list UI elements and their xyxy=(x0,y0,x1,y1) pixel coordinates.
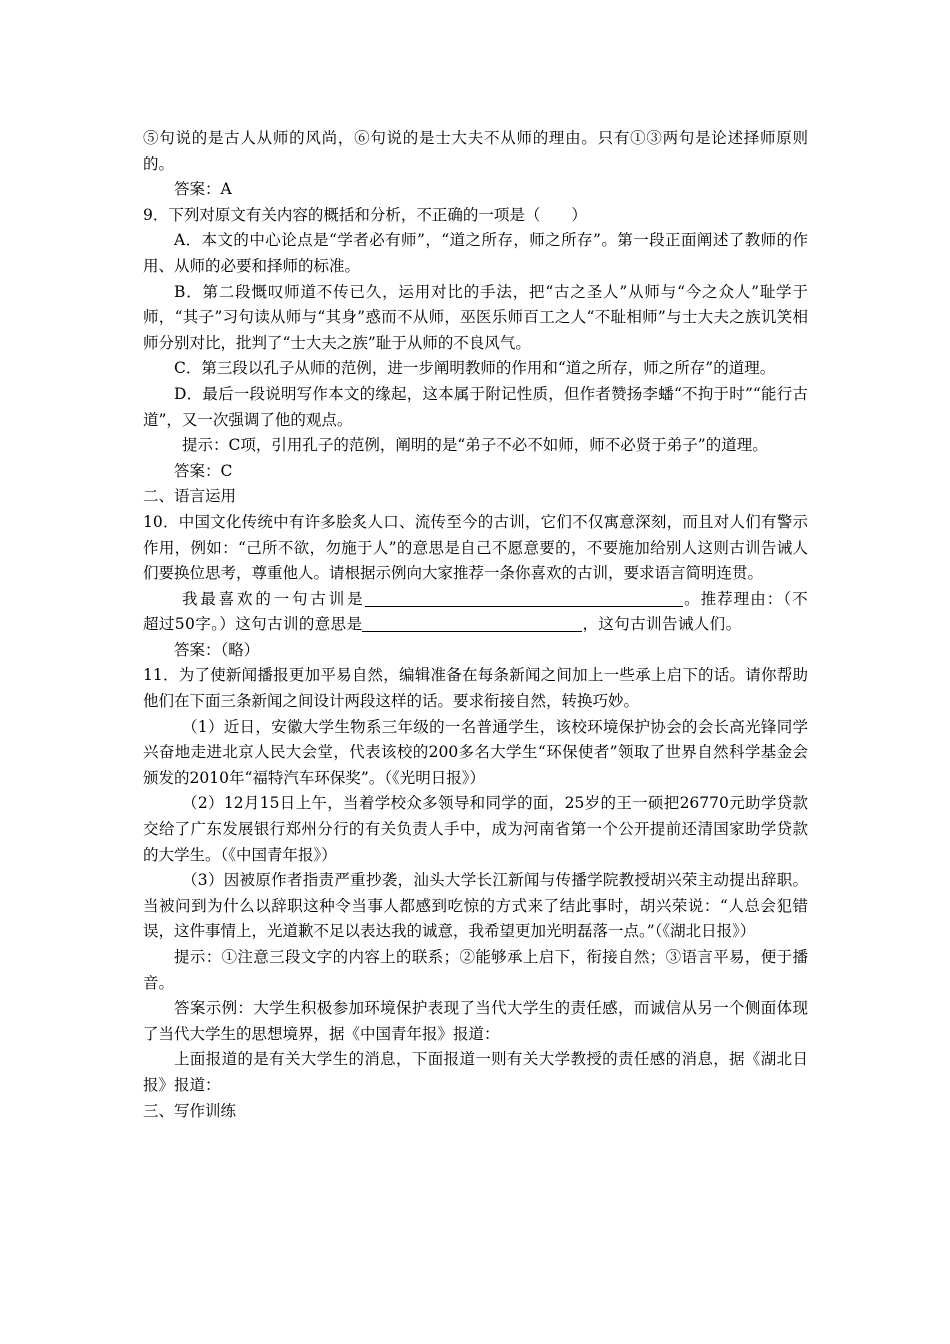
section-3-title: 三、写作训练 xyxy=(143,1101,237,1120)
q10-fill-part1: 我最喜欢的一句古训是 xyxy=(182,589,366,608)
q11-news-1: （1）近日，安徽大学生物系三年级的一名普通学生，该校环境保护协会的会长高光锋同学兴奋地走进北京人民大会堂，代表该校的200多名大学生“环保使者”领取了世界自然科学基金会颁发的2010年“福特汽车环保奖”。（《光明日报》） xyxy=(143,717,808,787)
q8-explanation-tail: ⑤句说的是古人从师的风尚，⑥句说的是士大夫不从师的理由。只有①③两句是论述择师原则的。 xyxy=(143,129,808,173)
q11-news-2: （2）12月15日上午，当着学校众多领导和同学的面，25岁的王一硕把26770元助学贷款交给了广东发展银行郑州分行的有关负责人手中，成为河南省第一个公开提前还清国家助学贷款的大学生。（《中国青年报》） xyxy=(143,794,808,864)
q9-option-a: A．本文的中心论点是“学者必有师”，“道之所存，师之所存”。第一段正面阐述了教师的作用、从师的必要和择师的标准。 xyxy=(143,231,808,275)
q10-blank-meaning[interactable] xyxy=(362,615,582,632)
q10-blank-proverb[interactable] xyxy=(365,590,683,607)
q9-answer: 答案：C xyxy=(174,461,233,480)
q11-answer-2: 上面报道的是有关大学生的消息，下面报道一则有关大学教授的责任感的消息，据《湖北日报》报道： xyxy=(143,1050,808,1094)
q9-option-d: D．最后一段说明写作本文的缘起，这本属于附记性质，但作者赞扬李蟠“不拘于时”“能行古道”，又一次强调了他的观点。 xyxy=(143,384,808,429)
q10-fill-part2: 。推荐理由：（不超过50字。）这句古训的意思是 xyxy=(143,589,808,634)
section-2-title: 二、语言运用 xyxy=(143,487,237,506)
q9-option-c: C．第三段以孔子从师的范例，进一步阐明教师的作用和“道之所存，师之所存”的道理。 xyxy=(174,359,776,378)
q11-hint: 提示：①注意三段文字的内容上的联系；②能够承上启下，衔接自然；③语言平易，便于播音。 xyxy=(143,948,808,992)
q11-stem: 11．为了使新闻播报更加平易自然，编辑准备在每条新闻之间加上一些承上启下的话。请你帮助他们在下面三条新闻之间设计两段这样的话。要求衔接自然，转换巧妙。 xyxy=(143,666,808,711)
q11-news-3: （3）因被原作者指责严重抄袭，汕头大学长江新闻与传播学院教授胡兴荣主动提出辞职。当被问到为什么以辞职这种令当事人都感到吃惊的方式来了结此事时，胡兴荣说：“人总会犯错误，这件事情上，光道歉不足以表达我的诚意，我希望更加光明磊落一点。”（《湖北日报》） xyxy=(143,871,808,941)
q9-hint: 提示：C项，引用孔子的范例，阐明的是“弟子不必不如师，师不必贤于弟子”的道理。 xyxy=(182,436,768,455)
q8-answer: 答案：A xyxy=(174,180,232,199)
q9-option-b: B．第二段慨叹师道不传已久，运用对比的手法，把“古之圣人”从师与“今之众人”耻学于师，“其子”习句读从师与“其身”惑而不从师，巫医乐师百工之人“不耻相师”与士大夫之族讥笑相师分别对比，批判了“士大夫之族”耻于从师的不良风气。 xyxy=(143,282,808,352)
q10-answer: 答案：（略） xyxy=(174,640,260,659)
q11-answer-1: 答案示例：大学生积极参加环境保护表现了当代大学生的责任感，而诚信从另一个侧面体现了当代大学生的思想境界，据《中国青年报》报道： xyxy=(143,999,808,1043)
q10-stem: 10．中国文化传统中有许多脍炙人口、流传至今的古训，它们不仅寓意深刻，而且对人们有警示作用，例如：“己所不欲，勿施于人”的意思是自己不愿意要的，不要施加给别人这则古训告诫人们要换位思考，尊重他人。请根据示例向大家推荐一条你喜欢的古训，要求语言简明连贯。 xyxy=(143,512,808,583)
q10-fill-in xyxy=(143,587,808,638)
q10-fill-part4: 。 xyxy=(725,615,744,634)
q10-fill-part3: ，这句古训告诫人们 xyxy=(582,615,726,634)
document-page xyxy=(143,126,808,1124)
q9-stem: 9．下列对原文有关内容的概括和分析，不正确的一项是（ ） xyxy=(143,205,587,224)
